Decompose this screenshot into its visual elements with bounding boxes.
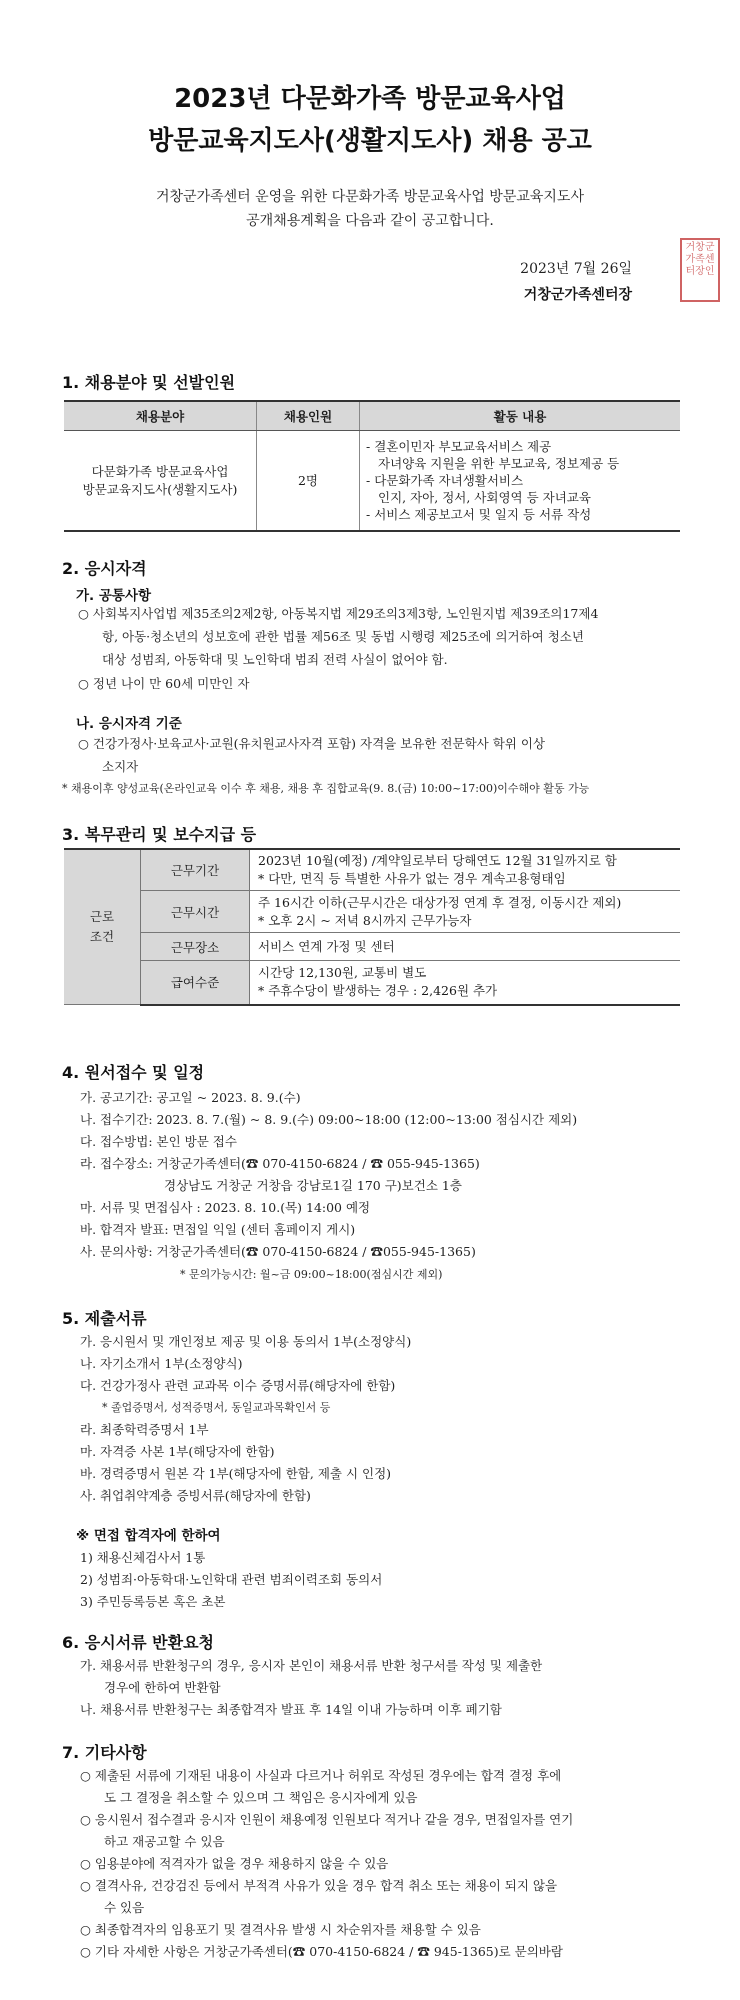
schedule-item: 사. 문의사항: 거창군가족센터(☎ 070-4150-6824 / ☎055-945-1365): [80, 1244, 476, 1259]
requirement-item-cont: 대상 성범죄, 아동학대 및 노인학대 범죄 전력 사실이 없어야 함.: [102, 652, 448, 667]
field-cell: [64, 431, 257, 531]
schedule-item: 바. 합격자 발표: 면접일 익일 (센터 홈페이지 게시): [80, 1222, 356, 1237]
document-item: 다. 건강가정사 관련 교과목 이수 증명서류(해당자에 한함): [80, 1378, 396, 1393]
issuer-name: 거창군가족센터장: [523, 287, 632, 303]
requirement-item: ○ 건강가정사·보육교사·교원(유치원교사자격 포함) 자격을 보유한 전문학사 학위 이상: [78, 736, 545, 751]
table-row: [64, 891, 680, 933]
eligibility-criteria-heading: 나. 응시자격 기준: [76, 716, 182, 732]
title-line-2: 방문교육지도사(생활지도사) 채용 공고: [148, 126, 592, 156]
document-item: 바. 경력증명서 원본 각 1부(해당자에 한함, 제출 시 인정): [80, 1466, 392, 1481]
return-item: 나. 채용서류 반환청구는 최종합격자 발표 후 14일 이내 가능하며 이후 폐기함: [80, 1702, 502, 1717]
activity-item: - 서비스 제공보고서 및 일지 등 서류 작성: [366, 506, 592, 522]
condition-line-2: * 오후 2시 ~ 저녁 8시까지 근무가능자: [258, 912, 472, 928]
document-note: * 졸업증명서, 성적증명서, 동일교과목확인서 등: [102, 1401, 331, 1414]
table-row: [64, 933, 680, 961]
section-4-heading: 4. 원서접수 및 일정: [62, 1063, 205, 1082]
condition-key: 근무기간: [141, 849, 250, 891]
training-note: * 채용이후 양성교육(온라인교육 이수 후 채용, 채용 후 집합교육(9. 8.(금) 10:00~17:00)이수해야 활동 가능: [62, 782, 590, 795]
section-6-heading: 6. 응시서류 반환요청: [62, 1633, 214, 1652]
table-header-row: [64, 401, 680, 431]
misc-item: ○ 응시원서 접수결과 응시자 인원이 채용예정 인원보다 적거나 같을 경우, 면접일자를 연기: [80, 1812, 574, 1827]
group-label-line-1: 근로: [89, 909, 115, 924]
final-document-item: 2) 성범죄·아동학대·노인학대 관련 범죄이력조회 동의서: [80, 1572, 383, 1587]
condition-key: 근무장소: [141, 933, 250, 961]
section-1-heading: 1. 채용분야 및 선발인원: [62, 373, 236, 392]
misc-item: ○ 최종합격자의 임용포기 및 결격사유 발생 시 차순위자를 채용할 수 있음: [80, 1922, 481, 1937]
activity-item: - 결혼이민자 부모교육서비스 제공: [366, 438, 552, 454]
schedule-item: 다. 접수방법: 본인 방문 접수: [80, 1134, 237, 1149]
notice-date: 2023년 7월 26일: [520, 261, 632, 277]
common-requirements-heading: 가. 공통사항: [76, 588, 152, 604]
misc-item-cont: 수 있음: [104, 1900, 145, 1915]
working-conditions-table: [64, 848, 680, 1006]
schedule-item: 가. 공고기간: 공고일 ~ 2023. 8. 9.(수): [80, 1090, 301, 1105]
schedule-item: 나. 접수기간: 2023. 8. 7.(월) ~ 8. 9.(수) 09:00~18:00 (12:00~13:00 점심시간 제외): [80, 1112, 578, 1127]
section-2-heading: 2. 응시자격: [62, 559, 147, 578]
misc-item-cont: 도 그 결정을 취소할 수 있으며 그 책임은 응시자에게 있음: [104, 1790, 418, 1805]
condition-value: [250, 933, 681, 961]
requirement-item: ○ 정년 나이 만 60세 미만인 자: [78, 676, 250, 691]
table-row: [64, 431, 680, 531]
activity-item: 자녀양육 지원을 위한 부모교육, 정보제공 등: [378, 455, 620, 471]
activity-cell: [360, 431, 681, 531]
activity-item: - 다문화가족 자녀생활서비스: [366, 472, 524, 488]
group-label-line-2: 조건: [89, 929, 115, 944]
condition-line-1: 2023년 10월(예정) /계약일로부터 당해연도 12월 31일까지로 함: [258, 853, 617, 868]
table-row: [64, 961, 680, 1005]
recruitment-field-table: [64, 400, 680, 532]
document-item: 나. 자기소개서 1부(소정양식): [80, 1356, 243, 1371]
section-3-heading: 3. 복무관리 및 보수지급 등: [62, 825, 257, 844]
section-7-heading: 7. 기타사항: [62, 1743, 147, 1762]
field-line-2: 방문교육지도사(생활지도사): [82, 482, 238, 498]
final-applicants-heading: ※ 면접 합격자에 한하여: [76, 1528, 221, 1544]
intro-line-1: 거창군가족센터 운영을 위한 다문화가족 방문교육사업 방문교육지도사: [156, 189, 584, 205]
count-cell: 2명: [257, 431, 360, 531]
document-item: 마. 자격증 사본 1부(해당자에 한함): [80, 1444, 275, 1459]
field-line-1: 다문화가족 방문교육사업: [91, 464, 229, 480]
seal-text: 거창군가족센터장인: [685, 242, 715, 277]
working-conditions-label: [64, 849, 141, 1005]
condition-value: [250, 961, 681, 1005]
col-header-count: 채용인원: [257, 401, 360, 431]
condition-line-2: * 다만, 면직 등 특별한 사유가 없는 경우 계속고용형태임: [258, 871, 566, 886]
schedule-item-address: 경상남도 거창군 거창읍 강남로1길 170 구)보건소 1층: [164, 1178, 462, 1193]
official-seal-stamp: [680, 238, 720, 302]
document-item: 사. 취업취약계층 증빙서류(해당자에 한함): [80, 1488, 311, 1503]
return-item: 가. 채용서류 반환청구의 경우, 응시자 본인이 채용서류 반환 청구서를 작성 및 제출한: [80, 1658, 543, 1673]
col-header-field: 채용분야: [64, 401, 257, 431]
return-item-cont: 경우에 한하여 반환함: [104, 1680, 221, 1695]
section-5-heading: 5. 제출서류: [62, 1309, 147, 1328]
intro-line-2: 공개채용계획을 다음과 같이 공고합니다.: [246, 213, 494, 229]
requirement-item-cont: 항, 아동·청소년의 성보호에 관한 법률 제56조 및 동법 시행령 제25조에 의거하여 청소년: [102, 629, 584, 644]
document-item: 가. 응시원서 및 개인정보 제공 및 이용 동의서 1부(소정양식): [80, 1334, 412, 1349]
inquiry-hours-note: * 문의가능시간: 월~금 09:00~18:00(점심시간 제외): [180, 1268, 443, 1281]
condition-line-1: 서비스 연계 가정 및 센터: [258, 938, 395, 954]
condition-key: 급여수준: [141, 961, 250, 1005]
misc-item: ○ 제출된 서류에 기재된 내용이 사실과 다르거나 허위로 작성된 경우에는 합격 결정 후에: [80, 1768, 562, 1783]
misc-item: ○ 결격사유, 건강검진 등에서 부적격 사유가 있을 경우 합격 취소 또는 채용이 되지 않을: [80, 1878, 558, 1893]
final-document-item: 1) 채용신체검사서 1통: [80, 1550, 206, 1565]
title-line-1: 2023년 다문화가족 방문교육사업: [174, 84, 566, 114]
condition-line-2: * 주휴수당이 발생하는 경우 : 2,426원 추가: [258, 983, 498, 999]
final-document-item: 3) 주민등록등본 혹은 초본: [80, 1594, 226, 1609]
condition-value: [250, 891, 681, 933]
condition-line-1: 시간당 12,130원, 교통비 별도: [258, 965, 427, 981]
condition-line-1: 주 16시간 이하(근무시간은 대상가정 연계 후 결정, 이동시간 제외): [258, 894, 622, 910]
misc-item: ○ 임용분야에 적격자가 없을 경우 채용하지 않을 수 있음: [80, 1856, 389, 1871]
misc-item-cont: 하고 재공고할 수 있음: [104, 1834, 225, 1849]
table-row: [64, 849, 680, 891]
activity-item: 인지, 자아, 정서, 사회영역 등 자녀교육: [378, 489, 591, 505]
requirement-item-cont: 소지자: [102, 759, 139, 774]
misc-item: ○ 기타 자세한 사항은 거창군가족센터(☎ 070-4150-6824 / ☎ 945-1365)로 문의바람: [80, 1944, 563, 1959]
document-item: 라. 최종학력증명서 1부: [80, 1422, 209, 1437]
schedule-item: 마. 서류 및 면접심사 : 2023. 8. 10.(목) 14:00 예정: [80, 1200, 371, 1215]
schedule-item: 라. 접수장소: 거창군가족센터(☎ 070-4150-6824 / ☎ 055-945-1365): [80, 1156, 480, 1171]
condition-key: 근무시간: [141, 891, 250, 933]
col-header-activity: 활동 내용: [360, 401, 681, 431]
requirement-item: ○ 사회복지사업법 제35조의2제2항, 아동복지법 제29조의3제3항, 노인원지법 제39조의17제4: [78, 606, 599, 621]
condition-value: [250, 849, 681, 891]
